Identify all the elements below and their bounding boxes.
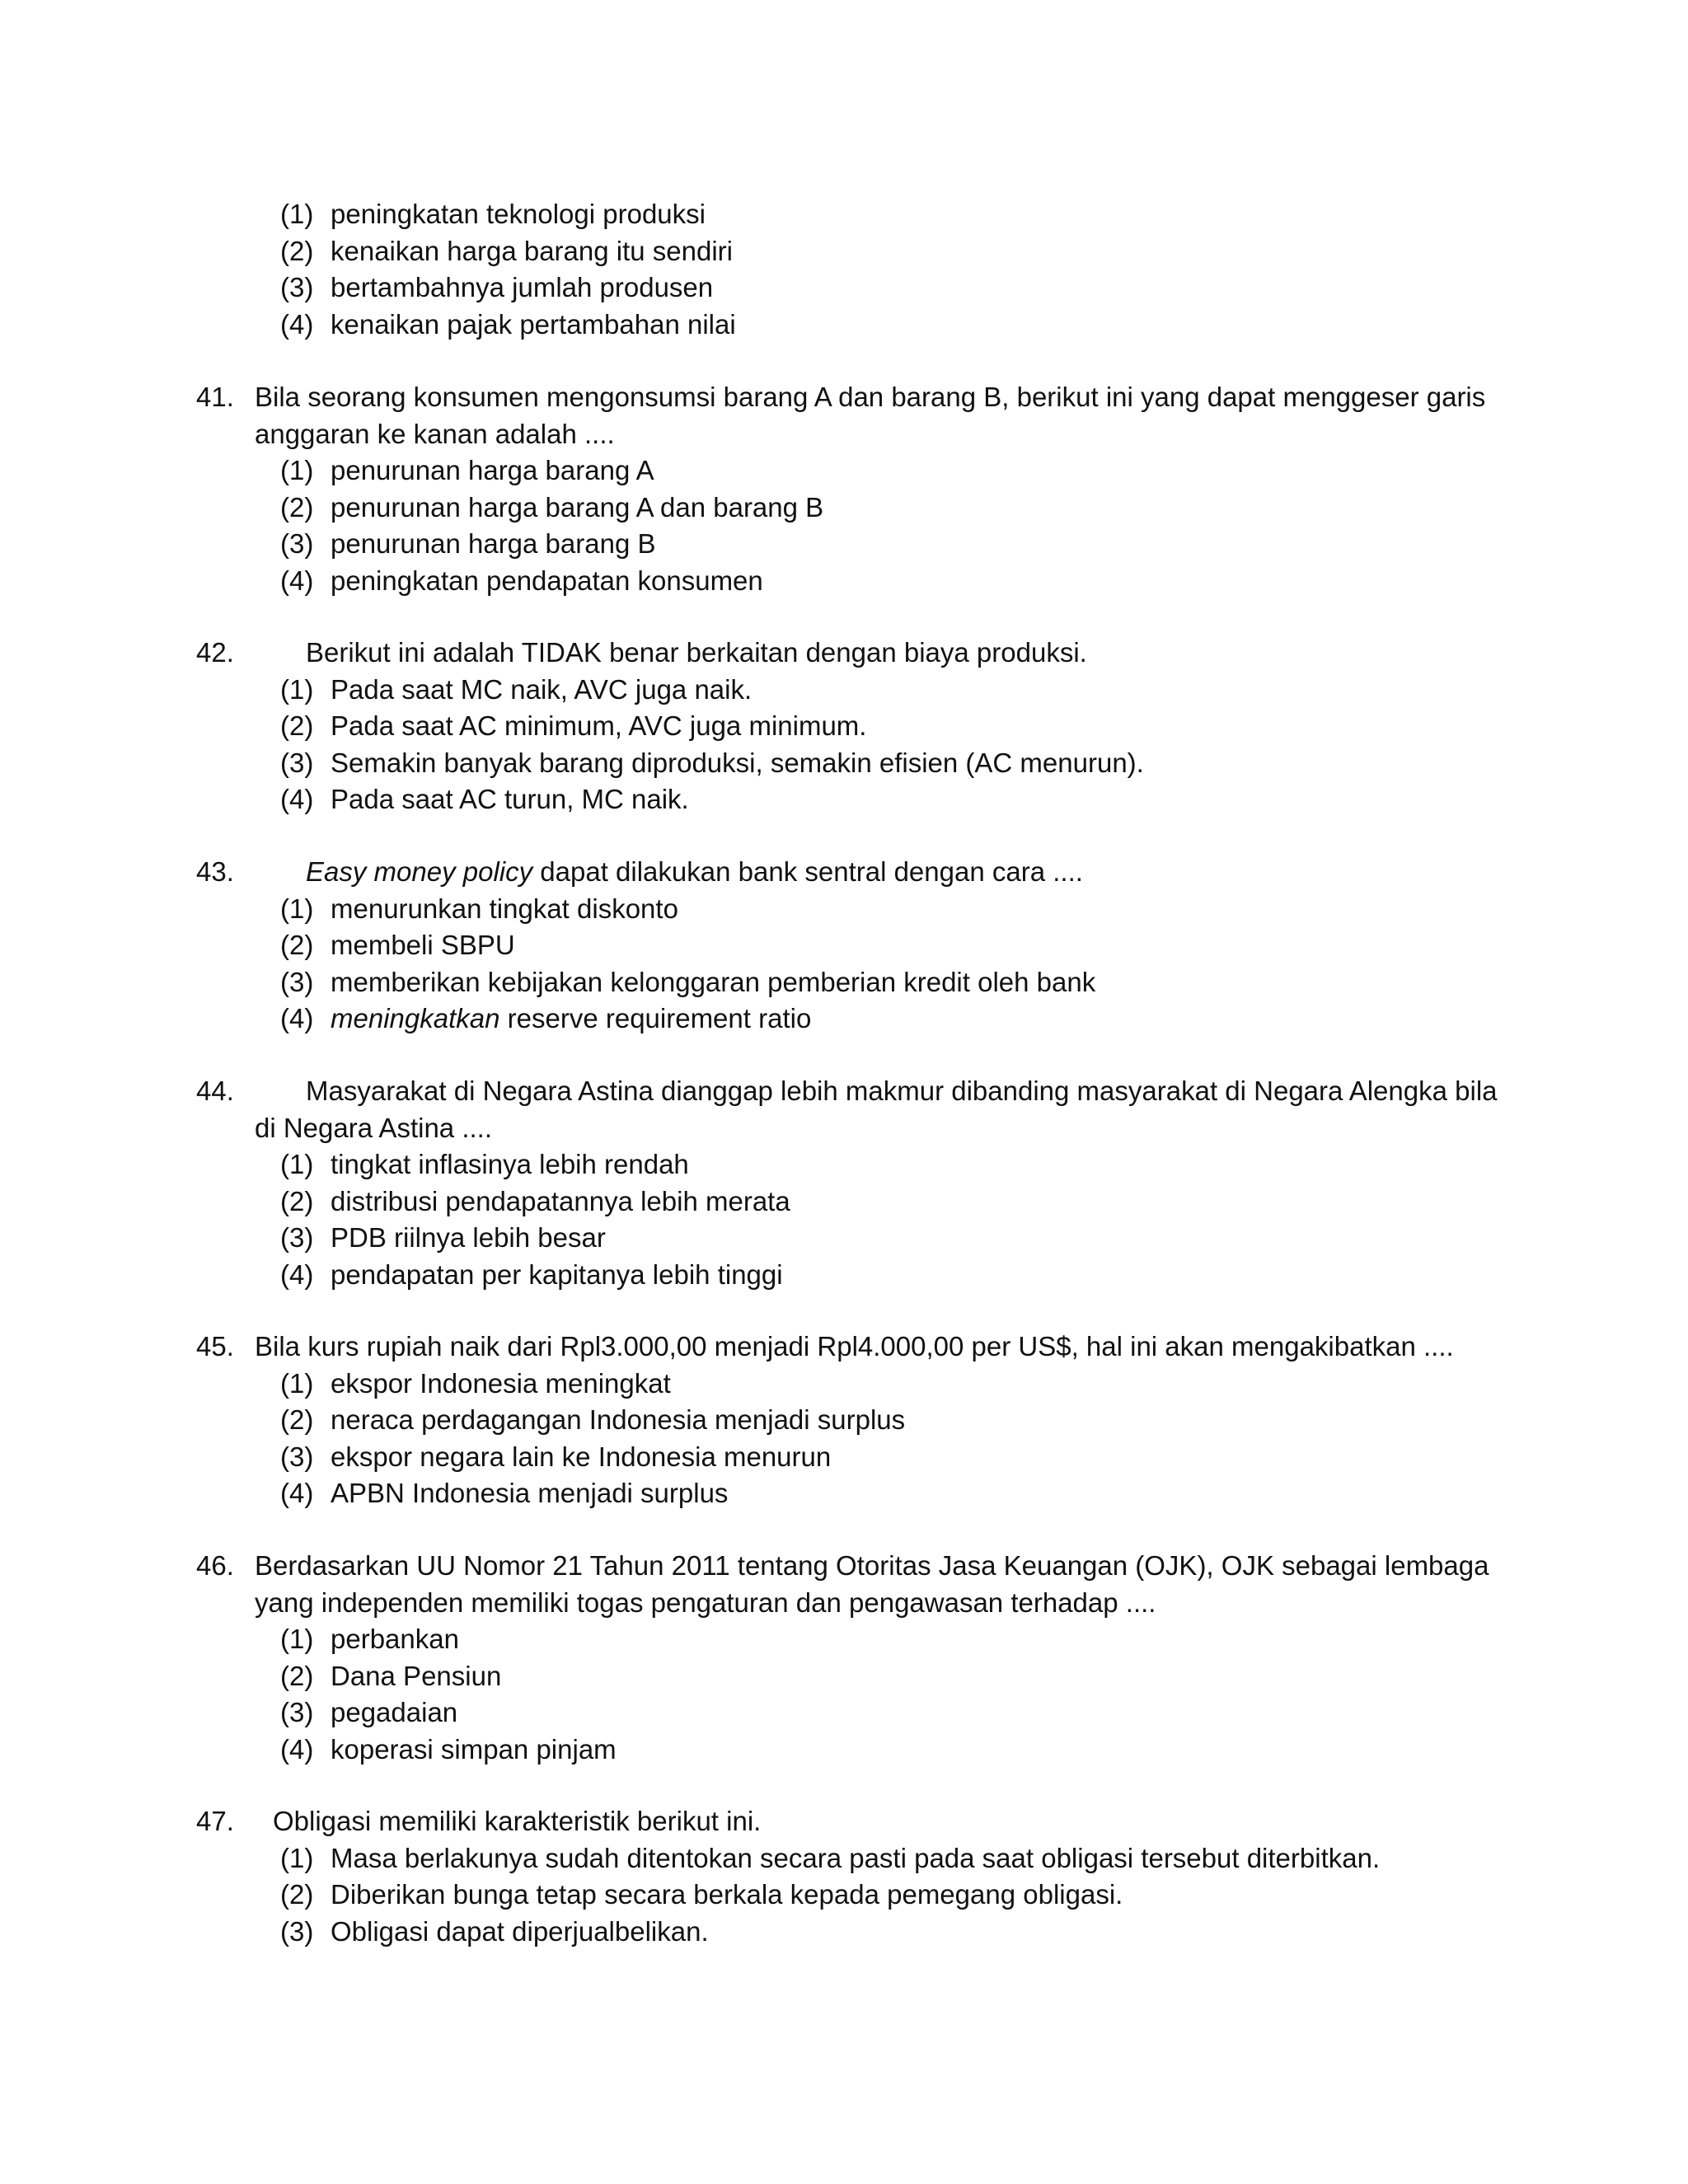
option-text: PDB riilnya lebih besar [331,1222,606,1253]
question-46 [0,1548,1688,1768]
option-label: (1) [280,1149,314,1179]
question-text-rest: dapat dilakukan bank sentral dengan cara .... [532,856,1083,887]
option-item [0,1001,1688,1038]
option-label: (2) [280,930,314,960]
option-label: (4) [280,784,314,814]
option-label: (3) [280,747,314,778]
option-item [0,708,1688,745]
italic-term: meningkatkan [331,1003,500,1033]
option-text: menurunkan tingkat diskonto [331,893,678,924]
option-label: (1) [280,1624,314,1654]
option-text: Pada saat AC minimum, AVC juga minimum. [331,710,867,741]
question-44 [0,1073,1688,1293]
option-item [0,307,1688,344]
option-text: Diberikan bunga tetap secara berkala kepada pemegang obligasi. [331,1879,1123,1910]
option-text: penurunan harga barang A dan barang B [331,491,824,523]
option-text: neraca perdagangan Indonesia menjadi surplus [331,1404,906,1435]
option-item [0,1402,1688,1439]
option-text: membeli SBPU [331,930,515,960]
option-label: (3) [280,1915,314,1947]
option-item [0,927,1688,964]
option-text-rest: reserve requirement ratio [507,1003,812,1033]
option-item [0,781,1688,818]
question-number: 47. [196,1806,234,1836]
option-label: (1) [280,893,314,924]
option-item [0,1914,1688,1951]
question-43 [0,854,1688,1038]
question-text: Obligasi memiliki karakteristik berikut ini. [273,1806,762,1836]
option-text: kenaikan pajak pertambahan nilai [331,308,736,340]
option-text: penurunan harga barang B [331,528,656,559]
option-label: (2) [280,710,314,741]
option-label: (1) [280,199,314,229]
option-label: (1) [280,1842,314,1873]
option-item [0,745,1688,782]
option-label: (4) [280,1003,314,1033]
question-text: anggaran ke kanan adalah .... [255,418,615,449]
option-item [0,233,1688,270]
option-text: memberikan kebijakan kelonggaran pemberian kredit oleh bank [331,966,1096,997]
option-item [0,269,1688,307]
option-text: APBN Indonesia menjadi surplus [331,1478,729,1508]
question-number: 42. [196,637,234,668]
question-text: di Negara Astina .... [255,1112,492,1143]
option-item [0,964,1688,1001]
option-label: (1) [280,1367,314,1399]
option-item [0,1732,1688,1769]
option-item [0,1840,1688,1877]
option-text: Obligasi dapat diperjualbelikan. [331,1915,709,1947]
question-text: Bila kurs rupiah naik dari Rpl3.000,00 menjadi Rpl4.000,00 per US$, hal ini akan mengakibatkan .... [255,1331,1454,1361]
question-number: 45. [196,1331,234,1361]
question-number: 41. [196,382,234,412]
option-label: (2) [280,1185,314,1216]
option-item [0,1694,1688,1732]
option-item [0,1257,1688,1294]
question-number: 44. [196,1076,234,1106]
question-45 [0,1329,1688,1512]
question-text: Berdasarkan UU Nomor 21 Tahun 2011 tentang Otoritas Jasa Keuangan (OJK), OJK sebagai lembaga [255,1550,1489,1581]
option-item [0,526,1688,563]
question-41 [0,379,1688,599]
option-text: ekspor negara lain ke Indonesia menurun [331,1441,832,1472]
option-label: (4) [280,308,314,340]
option-text: koperasi simpan pinjam [331,1733,617,1765]
option-text: Pada saat MC naik, AVC juga naik. [331,673,753,705]
option-item [0,1877,1688,1914]
option-label: (3) [280,1697,314,1727]
option-text: Pada saat AC turun, MC naik. [331,784,689,814]
question-text: Masyarakat di Negara Astina dianggap lebih makmur dibanding masyarakat di Negara Alengka bila [306,1076,1498,1106]
option-label: (2) [280,491,314,523]
option-item [0,672,1688,709]
option-label: (2) [280,1660,314,1691]
option-label: (4) [280,1258,314,1290]
option-text: penurunan harga barang A [331,455,654,485]
option-label: (2) [280,235,314,266]
option-item [0,196,1688,233]
option-text: tingkat inflasinya lebih rendah [331,1149,689,1179]
option-item [0,490,1688,527]
question-number: 43. [196,856,234,887]
option-text: Semakin banyak barang diproduksi, semakin efisien (AC menurun). [331,747,1144,778]
question-text: yang independen memiliki togas pengaturan dan pengawasan terhadap .... [255,1586,1156,1618]
italic-term: Easy money policy [306,856,533,887]
option-label: (1) [280,673,314,705]
option-item [0,452,1688,490]
question-text: Berikut ini adalah TIDAK benar berkaitan dengan biaya produksi. [306,637,1087,668]
option-item [0,1621,1688,1658]
option-label: (2) [280,1404,314,1435]
option-item [0,1439,1688,1476]
option-item [0,891,1688,928]
question-42 [0,635,1688,818]
option-text: perbankan [331,1624,459,1654]
option-label: (3) [280,272,314,302]
option-text: ekspor Indonesia meningkat [331,1367,671,1399]
option-item [0,1658,1688,1695]
option-label: (3) [280,528,314,559]
option-label: (3) [280,966,314,997]
option-text: pendapatan per kapitanya lebih tinggi [331,1258,783,1290]
question-text: Bila seorang konsumen mengonsumsi barang A dan barang B, berikut ini yang dapat menggeser garis [255,382,1486,412]
option-item [0,1220,1688,1257]
option-item [0,1366,1688,1403]
question-number: 46. [196,1550,234,1581]
continuation-options [0,196,1688,343]
question-47 [0,1803,1688,1950]
option-label: (3) [280,1441,314,1472]
option-text [331,1001,811,1038]
option-text: Dana Pensiun [331,1660,502,1691]
option-item [0,1146,1688,1183]
option-label: (4) [280,565,314,596]
option-text: kenaikan harga barang itu sendiri [331,235,733,266]
option-label: (2) [280,1879,314,1910]
option-item [0,1183,1688,1221]
option-text: distribusi pendapatannya lebih merata [331,1185,790,1216]
option-text: pegadaian [331,1697,458,1727]
question-text [306,854,1083,891]
option-text: bertambahnya jumlah produsen [331,272,714,302]
option-label: (4) [280,1478,314,1508]
option-label: (4) [280,1733,314,1765]
option-item [0,563,1688,600]
option-text: peningkatan pendapatan konsumen [331,565,763,596]
option-text: peningkatan teknologi produksi [331,199,706,229]
option-item [0,1475,1688,1512]
option-text: Masa berlakunya sudah ditentokan secara pasti pada saat obligasi tersebut diterbitkan. [331,1842,1381,1873]
option-label: (1) [280,455,314,485]
option-label: (3) [280,1222,314,1253]
